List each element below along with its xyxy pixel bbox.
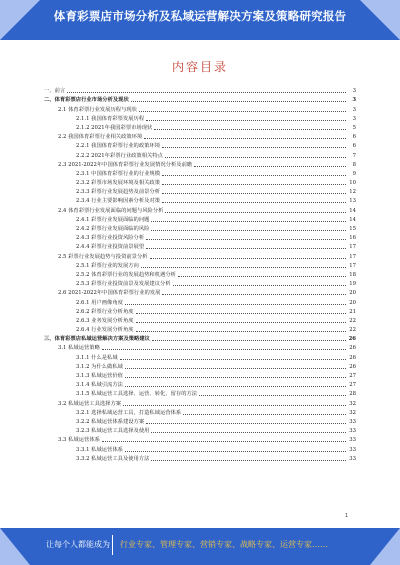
toc-leader-dots: [162, 147, 346, 148]
toc-entry-page: 3: [352, 88, 356, 95]
toc-entry-page: 5: [352, 124, 356, 131]
toc-entry-page: 22: [349, 327, 356, 334]
toc-entry-page: 33: [349, 446, 356, 453]
toc-leader-dots: [154, 129, 346, 130]
toc-entry-label: 3.1.4 私域引流方法: [76, 382, 123, 389]
table-of-contents: [44, 86, 356, 463]
toc-entry-label: 2.2.1 我国体育彩票行业的政策环境: [76, 143, 161, 150]
toc-entry[interactable]: [44, 86, 356, 95]
toc-entry-page: 17: [349, 253, 356, 260]
toc-leader-dots: [162, 193, 346, 194]
toc-entry[interactable]: [44, 325, 356, 334]
toc-leader-dots: [151, 460, 346, 461]
toc-leader-dots: [165, 157, 346, 158]
toc-entry-page: 9: [352, 170, 356, 177]
toc-leader-dots: [165, 212, 346, 213]
toc-entry-page: 27: [349, 373, 356, 379]
toc-entry[interactable]: [44, 261, 356, 270]
toc-entry-label: 2.6 2021-2022年中国体育彩票行业的发展: [58, 290, 161, 297]
toc-entry-page: 33: [349, 418, 356, 425]
toc-entry-page: 14: [349, 216, 356, 223]
toc-entry-page: 22: [349, 317, 356, 324]
toc-leader-dots: [146, 423, 346, 424]
toc-entry-label: 2.4 体育彩票行业发展面临的问题与风险分析: [58, 207, 164, 214]
toc-entry-label: 2.3.1 中国体育彩票行业的行业规模: [76, 170, 161, 177]
footer-slogan: 让每个人都能成为: [46, 540, 110, 549]
toc-entry-page: 6: [352, 143, 356, 150]
toc-leader-dots: [146, 248, 346, 249]
footer-divider: [112, 535, 113, 555]
toc-leader-dots: [183, 414, 346, 415]
toc-entry[interactable]: [44, 380, 356, 389]
toc-leader-dots: [151, 221, 346, 222]
toc-entry-label: 3.3.2 私域运营工具及使用方法: [76, 455, 150, 462]
toc-leader-dots: [194, 166, 346, 167]
toc-entry-page: 7: [352, 152, 356, 159]
toc-entry-label: 2.3.2 彩票市场发展环境及相关政策: [76, 180, 161, 187]
toc-entry-label: 2.2.2 2021年彩票行业政策相关特点: [76, 152, 163, 159]
toc-leader-dots: [146, 239, 346, 240]
toc-entry-label: 2.4.3 彩票行业投资风险分析: [76, 235, 145, 242]
toc-entry-label: 2.1 体育彩票行业发展历程与现状: [58, 106, 137, 113]
toc-entry-label: 3.2.2 私域运营体系建设方案: [76, 418, 145, 425]
toc-heading: 内容目录: [171, 60, 228, 74]
toc-entry[interactable]: [44, 454, 356, 463]
toc-entry-page: 20: [349, 299, 356, 306]
toc-entry-label: 3.1.1 什么是私域: [76, 354, 118, 361]
toc-entry-page: 26: [349, 354, 356, 361]
toc-entry-label: 2.6.1 用户画像角度: [76, 299, 123, 306]
toc-leader-dots: [67, 92, 346, 93]
toc-leader-dots: [151, 432, 346, 433]
toc-entry-label: 2.2 我国体育彩票行业相关政策环境: [58, 134, 143, 141]
toc-entry-label: 2.6.3 业务发展分析角度: [76, 317, 134, 324]
toc-entry[interactable]: [44, 95, 356, 104]
toc-leader-dots: [173, 285, 346, 286]
toc-entry-page: 6: [352, 134, 356, 141]
toc-entry-page: 15: [349, 226, 356, 232]
toc-entry[interactable]: [44, 288, 356, 297]
toc-entry[interactable]: [44, 233, 356, 242]
toc-entry-page: 26: [348, 336, 356, 343]
toc-entry[interactable]: [44, 444, 356, 453]
toc-leader-dots: [144, 138, 346, 139]
toc-leader-dots: [199, 395, 346, 396]
toc-entry-label: 三、体育彩票店私域运营解决方案及策略建议: [44, 336, 150, 343]
toc-entry[interactable]: [44, 371, 356, 380]
toc-leader-dots: [102, 441, 346, 442]
toc-entry-label: 2.3 2021-2022年中国体育彩票行业发展情况分析及前瞻: [58, 161, 193, 168]
toc-entry-label: 3.1.2 为什么做私域: [76, 363, 123, 370]
toc-entry[interactable]: [44, 242, 356, 251]
toc-entry[interactable]: [44, 169, 356, 178]
toc-entry[interactable]: [44, 297, 356, 306]
toc-entry-label: 2.4.1 彩票行业发展面临的问题: [76, 216, 150, 223]
toc-entry-page: 28: [349, 391, 356, 398]
page-marker: 1: [345, 513, 349, 519]
toc-entry-label: 3.2.1 选择私域运营工具，打造私域运营体系: [76, 409, 182, 416]
toc-leader-dots: [152, 340, 346, 341]
toc-entry[interactable]: [44, 408, 356, 417]
toc-entry[interactable]: [44, 343, 356, 352]
toc-entry[interactable]: [44, 150, 356, 159]
toc-entry-page: 32: [349, 409, 356, 416]
toc-entry-label: 2.3.3 彩票行业发展趋势及前景分析: [76, 189, 161, 196]
toc-entry-label: 2.5.3 彩票行业投资前景及发展建议分析: [76, 281, 171, 288]
toc-entry[interactable]: [44, 178, 356, 187]
toc-entry[interactable]: [44, 196, 356, 205]
toc-entry-page: 21: [349, 308, 356, 315]
toc-entry-page: 3: [352, 115, 356, 122]
toc-entry[interactable]: [44, 435, 356, 444]
toc-leader-dots: [178, 276, 346, 277]
toc-entry[interactable]: [44, 334, 356, 343]
toc-leader-dots: [136, 313, 346, 314]
toc-entry-page: 27: [349, 382, 356, 389]
toc-leader-dots: [151, 230, 346, 231]
toc-entry-label: 二、体育彩票店行业市场分析及现状: [44, 97, 129, 104]
toc-entry-label: 3.2.3 私域运营工具选择及使用: [76, 428, 150, 435]
toc-entry-page: 32: [349, 400, 356, 407]
toc-entry[interactable]: [44, 205, 356, 214]
toc-leader-dots: [162, 184, 346, 185]
toc-entry[interactable]: [44, 224, 356, 233]
footer-roles: 行业专家、管理专家、营销专家、战略专家、运营专家……: [120, 540, 328, 549]
toc-leader-dots: [146, 120, 346, 121]
toc-entry[interactable]: [44, 279, 356, 288]
toc-entry-label: 3.3.1 私域运营体系: [76, 446, 123, 453]
toc-entry-page: 14: [349, 207, 356, 214]
toc-entry[interactable]: [44, 307, 356, 316]
toc-entry-label: 3.1.3 私域运营价值: [76, 373, 123, 379]
toc-leader-dots: [125, 368, 346, 369]
toc-leader-dots: [125, 377, 346, 378]
toc-leader-dots: [136, 322, 346, 323]
toc-leader-dots: [125, 451, 346, 452]
report-title: 体育彩票店市场分析及私域运营解决方案及策略研究报告: [53, 9, 347, 23]
toc-entry-label: 一、前言: [44, 88, 66, 95]
toc-entry-label: 2.6.2 彩票行业分析角度: [76, 308, 134, 315]
toc-entry-label: 3.2 私域运营工具选择方案: [58, 400, 122, 407]
toc-entry-page: 12: [349, 189, 356, 196]
toc-entry-page: 18: [349, 271, 356, 278]
toc-leader-dots: [131, 101, 346, 102]
toc-entry[interactable]: [44, 141, 356, 150]
toc-entry-page: 10: [349, 180, 356, 187]
toc-entry-page: 33: [349, 437, 356, 444]
toc-entry-page: 26: [349, 363, 356, 370]
toc-entry[interactable]: [44, 398, 356, 407]
toc-leader-dots: [102, 349, 346, 350]
toc-entry-label: 2.5.1 彩票行业的发展方向: [76, 262, 139, 269]
toc-entry-page: 3: [352, 97, 356, 104]
toc-entry[interactable]: [44, 426, 356, 435]
toc-entry-label: 3.3 私域运营体系: [58, 437, 100, 444]
toc-leader-dots: [136, 331, 346, 332]
toc-leader-dots: [123, 405, 346, 406]
toc-leader-dots: [125, 304, 346, 305]
toc-entry-page: 33: [349, 455, 356, 462]
toc-entry-page: 26: [349, 345, 356, 352]
toc-entry-page: 17: [349, 244, 356, 251]
toc-entry[interactable]: [44, 114, 356, 123]
toc-entry[interactable]: [44, 251, 356, 260]
toc-leader-dots: [125, 386, 346, 387]
toc-entry-page: 8: [352, 161, 356, 168]
toc-entry-label: 2.3.4 行业主要影响因素分析及对策: [76, 198, 161, 205]
toc-entry-label: 2.4.4 彩票行业投资前景展望: [76, 244, 145, 251]
toc-entry-page: 19: [349, 281, 356, 288]
toc-leader-dots: [162, 294, 346, 295]
toc-entry-page: 33: [349, 428, 356, 435]
toc-entry[interactable]: [44, 104, 356, 113]
toc-entry-label: 2.1.2 2021年我国彩票市场现状: [76, 124, 153, 131]
toc-entry-label: 3.1.5 私域运营工具选择、运营、转化、留存的方法: [76, 391, 198, 398]
toc-leader-dots: [162, 175, 346, 176]
toc-leader-dots: [150, 258, 346, 259]
toc-entry[interactable]: [44, 352, 356, 361]
toc-entry[interactable]: [44, 160, 356, 169]
toc-entry[interactable]: [44, 270, 356, 279]
toc-entry[interactable]: [44, 215, 356, 224]
toc-entry-page: 13: [349, 198, 356, 205]
toc-leader-dots: [120, 359, 346, 360]
toc-entry[interactable]: [44, 316, 356, 325]
toc-entry-label: 2.6.4 行业发展分析角度: [76, 327, 134, 334]
toc-entry[interactable]: [44, 417, 356, 426]
toc-leader-dots: [162, 202, 346, 203]
toc-entry-label: 2.4.2 彩票行业发展面临的风险: [76, 226, 150, 232]
toc-entry-label: 3.1 私域运营策略: [58, 345, 100, 352]
toc-entry-page: 16: [349, 235, 356, 242]
toc-entry[interactable]: [44, 123, 356, 132]
toc-entry[interactable]: [44, 187, 356, 196]
toc-entry[interactable]: [44, 362, 356, 371]
toc-entry-label: 2.5 彩票行业发展趋势与投资前景分析: [58, 253, 148, 260]
header-banner: [0, 0, 400, 40]
toc-leader-dots: [141, 267, 346, 268]
toc-entry-page: 20: [349, 290, 356, 297]
toc-entry-page: 3: [352, 106, 356, 113]
toc-entry[interactable]: [44, 132, 356, 141]
toc-entry-label: 2.5.2 体育彩票行业的发展趋势和机遇分析: [76, 271, 176, 278]
toc-entry-page: 17: [349, 262, 356, 269]
toc-entry-label: 2.1.1 我国体育彩票发展历程: [76, 115, 145, 122]
toc-entry[interactable]: [44, 389, 356, 398]
toc-leader-dots: [139, 111, 346, 112]
